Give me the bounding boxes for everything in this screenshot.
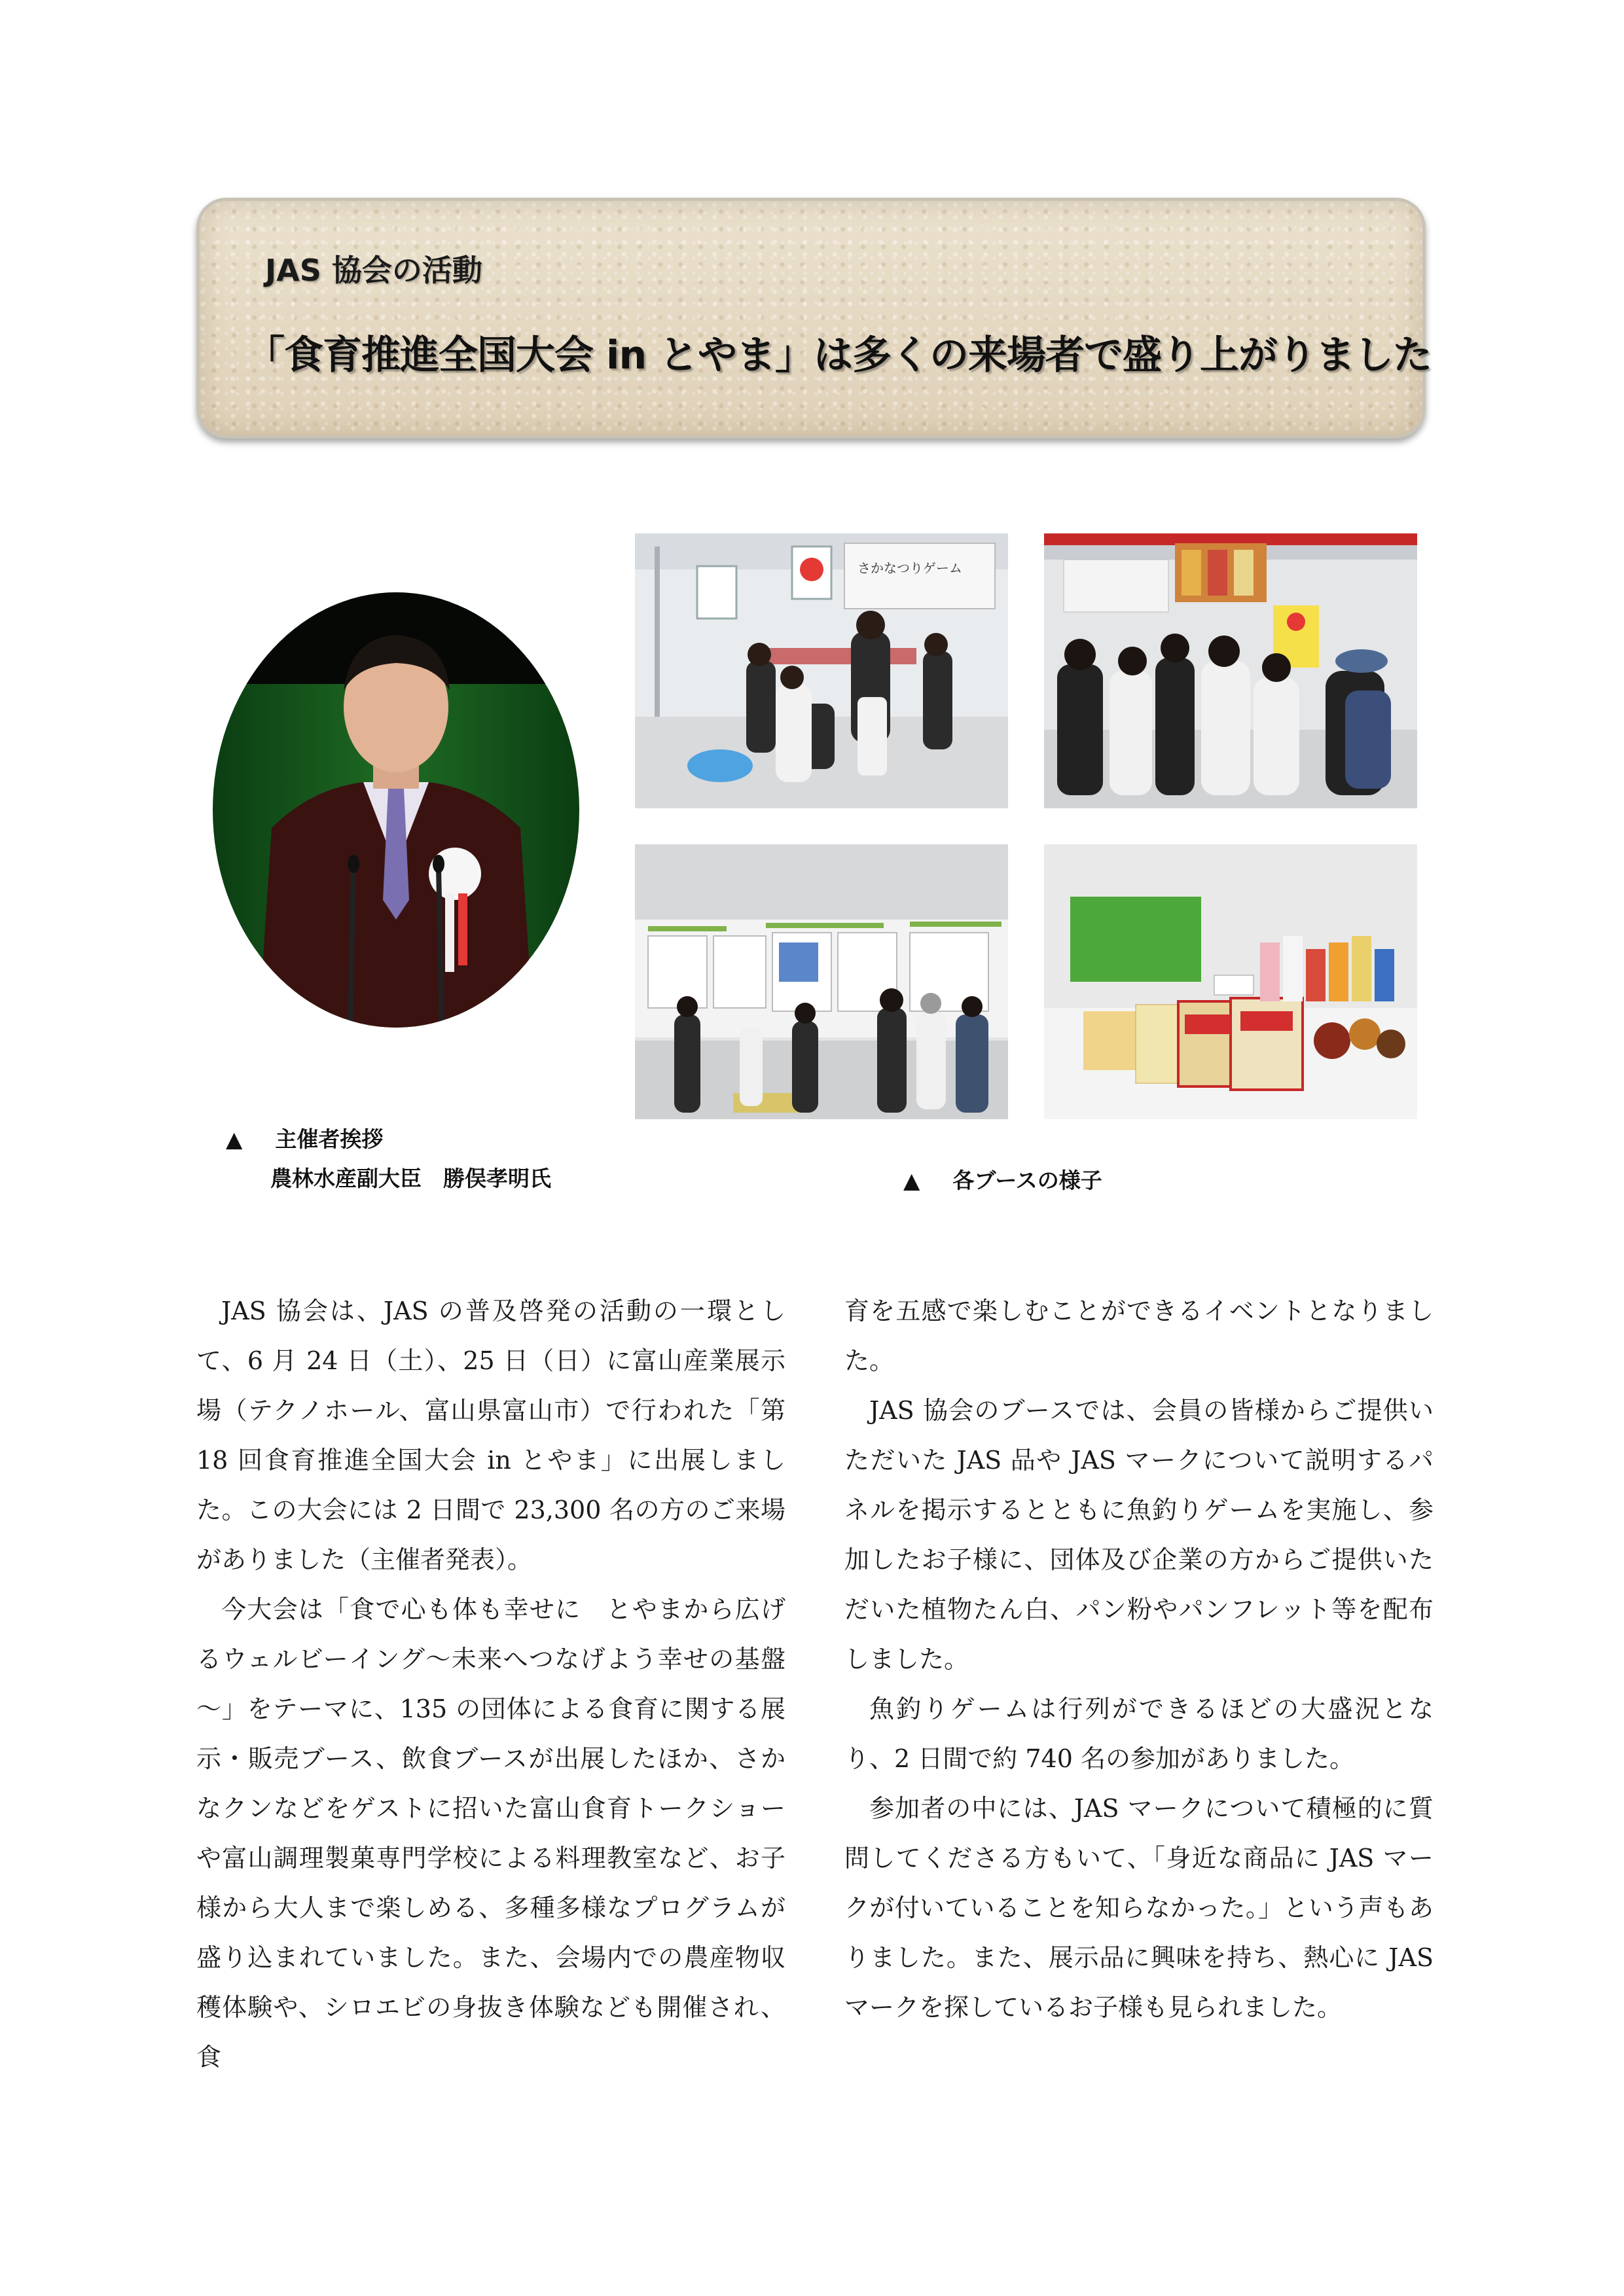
header-banner — [196, 198, 1432, 439]
booth-photo-crowd — [1044, 533, 1417, 808]
booth-crowd-image — [1044, 533, 1417, 808]
section-label: JAS 協会の活動 — [265, 253, 482, 288]
triangle-marker-icon: ▲ — [226, 1126, 243, 1152]
page-title: 「食育推進全国大会 in とやま」は多くの来場者で盛り上がりました — [245, 332, 1432, 378]
booth-fishing-game-image — [635, 533, 1008, 808]
fishing-game-sign-text: さかなつりゲーム — [857, 560, 962, 576]
booth-products-image — [1044, 844, 1417, 1119]
paragraph: 魚釣りゲームは行列ができるほどの大盛況となり、2 日間で約 740 名の参加がありました。 — [844, 1695, 1434, 1773]
speaker-caption-line2: 農林水産副大臣 勝俣孝明氏 — [270, 1166, 551, 1191]
booth-photo-fishing-game — [635, 533, 1008, 808]
speaker-caption-title: 主催者挨拶 — [275, 1126, 384, 1152]
paragraph: 参加者の中には、JAS マークについて積極的に質問してくださる方もいて、「身近な商品に JAS マークが付いていることを知らなかった。」という声もありました。また、展示品に興味を持ち、熱心に JAS マークを探しているお子様も見られました。 — [844, 1794, 1434, 2022]
booths-caption-text: 各ブースの様子 — [952, 1168, 1102, 1193]
triangle-marker-icon: ▲ — [903, 1168, 920, 1193]
speaker-portrait-photo — [213, 592, 579, 1028]
booth-photo-hall — [635, 844, 1008, 1119]
paragraph: 今大会は「食で心も体も幸せに とやまから広げるウェルビーイング～未来へつなげよう幸せの基盤～」をテーマに、135 の団体による食育に関する展示・販売ブース、飲食ブースが出展したほか、さかなクンなどをゲストに招いた富山食育トークショーや富山調理製菓専門学校による料理教室など、お子様から大人まで楽しめる、多種多様なプログラムが盛り込まれていました。また、会場内での農産物収穫体験や、シロエビの身抜き体験なども開催され、食 — [196, 1595, 785, 2072]
body-column-left — [196, 1286, 785, 2082]
booth-hall-image — [635, 844, 1008, 1119]
body-column-right — [844, 1286, 1434, 2032]
paragraph: JAS 協会は、JAS の普及啓発の活動の一環として、6 月 24 日（土）、25 日（日）に富山産業展示場（テクノホール、富山県富山市）で行われた「第 18 回食育推進全国大会 in とやま」に出展しました。この大会には 2 日間で 23,300 名の方のご来場がありました（主催者発表）。 — [196, 1297, 785, 1574]
speaker-caption-line1 — [226, 1122, 383, 1153]
booth-photo-products — [1044, 844, 1417, 1119]
speaker-photo — [213, 592, 579, 1028]
paragraph: 育を五感で楽しむことができるイベントとなりました。 — [844, 1297, 1434, 1375]
paragraph: JAS 協会のブースでは、会員の皆様からご提供いただいた JAS 品や JAS マークについて説明するパネルを掲示するとともに魚釣りゲームを実施し、参加したお子様に、団体及び企業の方からご提供いただいた植物たん白、パン粉やパンフレット等を配布しました。 — [844, 1396, 1434, 1674]
booths-caption — [903, 1164, 1102, 1194]
